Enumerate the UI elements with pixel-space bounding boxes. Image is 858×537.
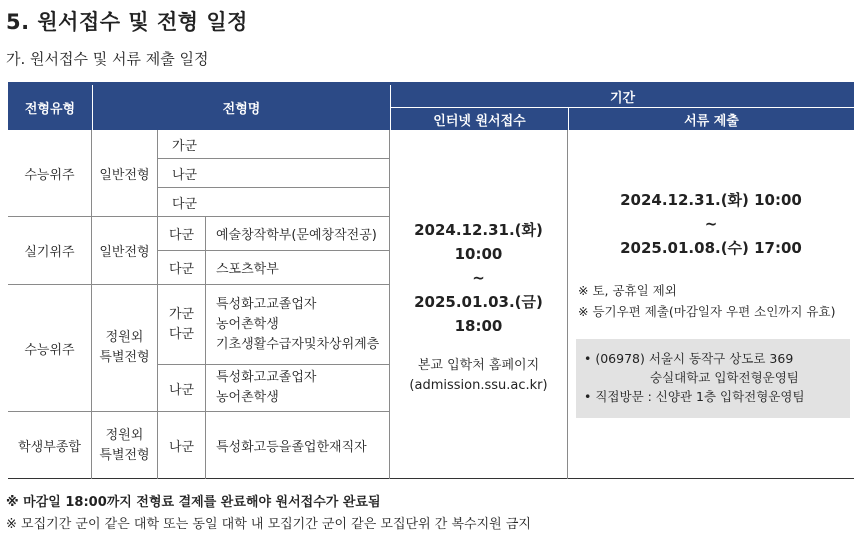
docs-period-cell — [568, 130, 854, 257]
docs-note-mail: ※ 등기우편 제출(마감일자 우편 소인까지 유효) — [578, 304, 836, 319]
address-org: 숭실대학교 입학전형운영팀 — [650, 370, 799, 385]
gun-cell: 나군 — [158, 365, 206, 412]
internet-period-cell — [390, 130, 568, 479]
header-type: 전형유형 — [8, 85, 92, 130]
name-cell: 정원외 특별전형 — [92, 412, 158, 479]
internet-end-time: 18:00 — [454, 317, 503, 335]
docs-notes — [578, 280, 835, 322]
gun-cell: 다군 — [158, 188, 390, 217]
detail-cell: 특성화고교졸업자 농어촌학생 — [206, 365, 390, 412]
header-docs: 서류 제출 — [568, 107, 854, 130]
footnote-multiple-application: ※ 모집기간 군이 같은 대학 또는 동일 대학 내 모집기간 군이 같은 모집단위 간 복수지원 금지 — [6, 517, 531, 532]
section-subtitle: 가. 원서접수 및 서류 제출 일정 — [6, 50, 209, 68]
gun-cell: 가군 — [158, 130, 390, 159]
header-internet: 인터넷 원서접수 — [390, 107, 568, 130]
internet-start-date: 2024.12.31.(화) — [414, 221, 543, 239]
header-name: 전형명 — [92, 85, 390, 130]
detail-cell: 예술창작학부(문예창작전공) — [206, 217, 390, 251]
docs-end: 2025.01.08.(수) 17:00 — [620, 239, 802, 257]
address-box — [576, 339, 850, 418]
type-cell: 수능위주 — [8, 285, 92, 412]
footnote-deadline: ※ 마감일 18:00까지 전형료 결제를 완료해야 원서접수가 완료됨 — [6, 495, 381, 510]
internet-site-label: 본교 입학처 홈페이지 — [417, 358, 540, 373]
internet-tilde: ~ — [472, 269, 485, 287]
name-cell: 일반전형 — [92, 217, 158, 285]
type-cell: 수능위주 — [8, 130, 92, 217]
gun-cell: 가군 다군 — [158, 285, 206, 365]
type-cell: 실기위주 — [8, 217, 92, 285]
name-cell: 정원외 특별전형 — [92, 285, 158, 412]
detail-cell: 스포츠학부 — [206, 251, 390, 285]
name-cell: 일반전형 — [92, 130, 158, 217]
type-cell: 학생부종합 — [8, 412, 92, 479]
docs-note-holiday: ※ 토, 공휴일 제외 — [578, 283, 677, 298]
visit-line: • 직접방문 : 신양관 1층 입학전형운영팀 — [584, 389, 805, 404]
page-title: 5. 원서접수 및 전형 일정 — [6, 10, 248, 34]
docs-start: 2024.12.31.(화) 10:00 — [620, 191, 802, 209]
header-period: 기간 — [390, 85, 854, 107]
detail-cell: 특성화고등을졸업한재직자 — [206, 412, 390, 479]
gun-cell: 나군 — [158, 412, 206, 479]
detail-cell: 특성화고교졸업자 농어촌학생 기초생활수급자및차상위계층 — [206, 285, 390, 365]
gun-cell: 다군 — [158, 217, 206, 251]
address-line: • (06978) 서울시 동작구 상도로 369 — [584, 351, 794, 366]
internet-start-time: 10:00 — [454, 245, 503, 263]
gun-cell: 다군 — [158, 251, 206, 285]
gun-cell: 나군 — [158, 159, 390, 188]
internet-end-date: 2025.01.03.(금) — [414, 293, 543, 311]
docs-tilde: ~ — [704, 215, 718, 233]
internet-url: (admission.ssu.ac.kr) — [409, 378, 548, 393]
